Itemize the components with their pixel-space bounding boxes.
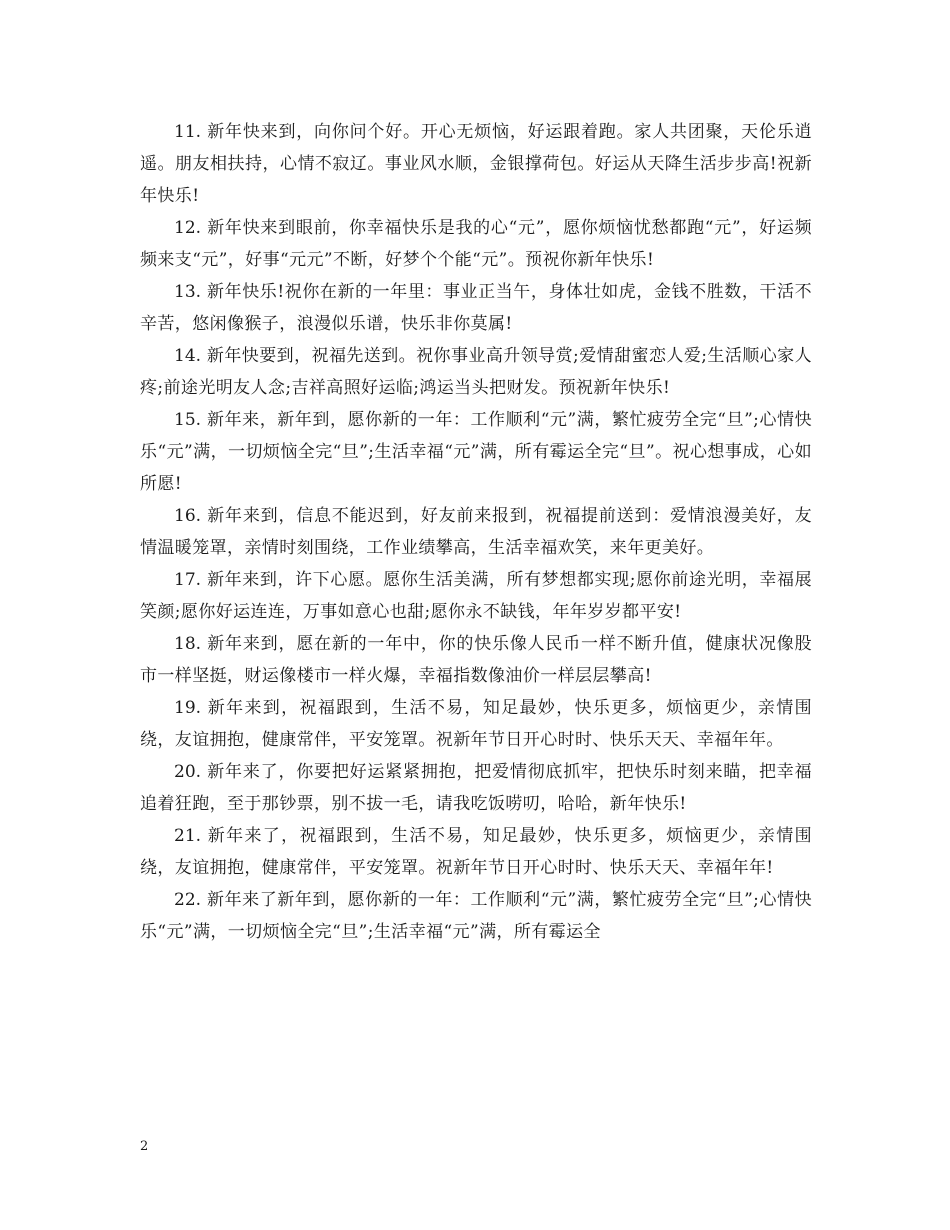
paragraph-number: 16. bbox=[174, 506, 202, 526]
paragraph-number: 11. bbox=[174, 122, 202, 142]
paragraph-14 bbox=[140, 340, 812, 404]
paragraph-text: 新年来了，你要把好运紧紧拥抱，把爱情彻底抓牢，把快乐时刻来瞄，把幸福追着狂跑，至于那钞票，别不拔一毛，请我吃饭唠叨，哈哈，新年快乐! bbox=[140, 762, 812, 814]
paragraph-20 bbox=[140, 756, 812, 820]
paragraph-text: 新年来了新年到，愿你新的一年：工作顺利“元”满，繁忙疲劳全完“旦”;心情快乐“元”满，一切烦恼全完“旦”;生活幸福“元”满，所有霉运全 bbox=[140, 890, 812, 942]
paragraph-text: 新年来了，祝福跟到，生活不易，知足最妙，快乐更多，烦恼更少，亲情围绕，友谊拥抱，健康常伴，平安笼罩。祝新年节日开心时时、快乐天天、幸福年年! bbox=[140, 826, 812, 878]
paragraph-13 bbox=[140, 276, 812, 340]
paragraph-text: 新年快要到，祝福先送到。祝你事业高升领导赏;爱情甜蜜恋人爱;生活顺心家人疼;前途光明友人念;吉祥高照好运临;鸿运当头把财发。预祝新年快乐! bbox=[140, 346, 812, 398]
paragraph-15 bbox=[140, 404, 812, 500]
paragraph-18 bbox=[140, 628, 812, 692]
paragraph-text: 新年快来到眼前，你幸福快乐是我的心“元”，愿你烦恼忧愁都跑“元”，好运频频来支“元”，好事“元元”不断，好梦个个能“元”。预祝你新年快乐! bbox=[140, 218, 812, 270]
paragraph-text: 新年来到，祝福跟到，生活不易，知足最妙，快乐更多，烦恼更少，亲情围绕，友谊拥抱，健康常伴，平安笼罩。祝新年节日开心时时、快乐天天、幸福年年。 bbox=[140, 698, 812, 750]
paragraph-12 bbox=[140, 212, 812, 276]
paragraph-number: 21. bbox=[174, 826, 202, 846]
paragraph-number: 20. bbox=[174, 762, 202, 782]
paragraph-16 bbox=[140, 500, 812, 564]
paragraph-text: 新年来到，愿在新的一年中，你的快乐像人民币一样不断升值，健康状况像股市一样坚挺，财运像楼市一样火爆，幸福指数像油价一样层层攀高! bbox=[140, 634, 812, 686]
paragraph-text: 新年快来到，向你问个好。开心无烦恼，好运跟着跑。家人共团聚，天伦乐逍遥。朋友相扶持，心情不寂辽。事业风水顺，金银撑荷包。好运从天降生活步步高!祝新年快乐! bbox=[140, 122, 812, 206]
paragraph-number: 12. bbox=[174, 218, 202, 238]
paragraph-number: 19. bbox=[174, 698, 202, 718]
paragraph-text: 新年来到，信息不能迟到，好友前来报到，祝福提前送到：爱情浪漫美好，友情温暖笼罩，亲情时刻围绕，工作业绩攀高，生活幸福欢笑，来年更美好。 bbox=[140, 506, 812, 558]
paragraph-21 bbox=[140, 820, 812, 884]
paragraph-text: 新年来，新年到，愿你新的一年：工作顺利“元”满，繁忙疲劳全完“旦”;心情快乐“元”满，一切烦恼全完“旦”;生活幸福“元”满，所有霉运全完“旦”。祝心想事成，心如所愿! bbox=[140, 410, 812, 494]
paragraph-text: 新年快乐!祝你在新的一年里：事业正当午，身体壮如虎，金钱不胜数，干活不辛苦，悠闲像猴子，浪漫似乐谱，快乐非你莫属! bbox=[140, 282, 812, 334]
paragraph-number: 22. bbox=[174, 890, 202, 910]
paragraph-number: 13. bbox=[174, 282, 202, 302]
paragraph-22 bbox=[140, 884, 812, 948]
page-number: 2 bbox=[140, 1139, 149, 1154]
paragraph-number: 17. bbox=[174, 570, 202, 590]
paragraph-text: 新年来到，许下心愿。愿你生活美满，所有梦想都实现;愿你前途光明，幸福展笑颜;愿你好运连连，万事如意心也甜;愿你永不缺钱，年年岁岁都平安! bbox=[140, 570, 812, 622]
paragraph-17 bbox=[140, 564, 812, 628]
paragraph-number: 18. bbox=[174, 634, 202, 654]
paragraph-number: 14. bbox=[174, 346, 202, 366]
paragraph-19 bbox=[140, 692, 812, 756]
paragraph-11 bbox=[140, 116, 812, 212]
paragraph-number: 15. bbox=[174, 410, 202, 430]
document-body bbox=[140, 116, 812, 948]
